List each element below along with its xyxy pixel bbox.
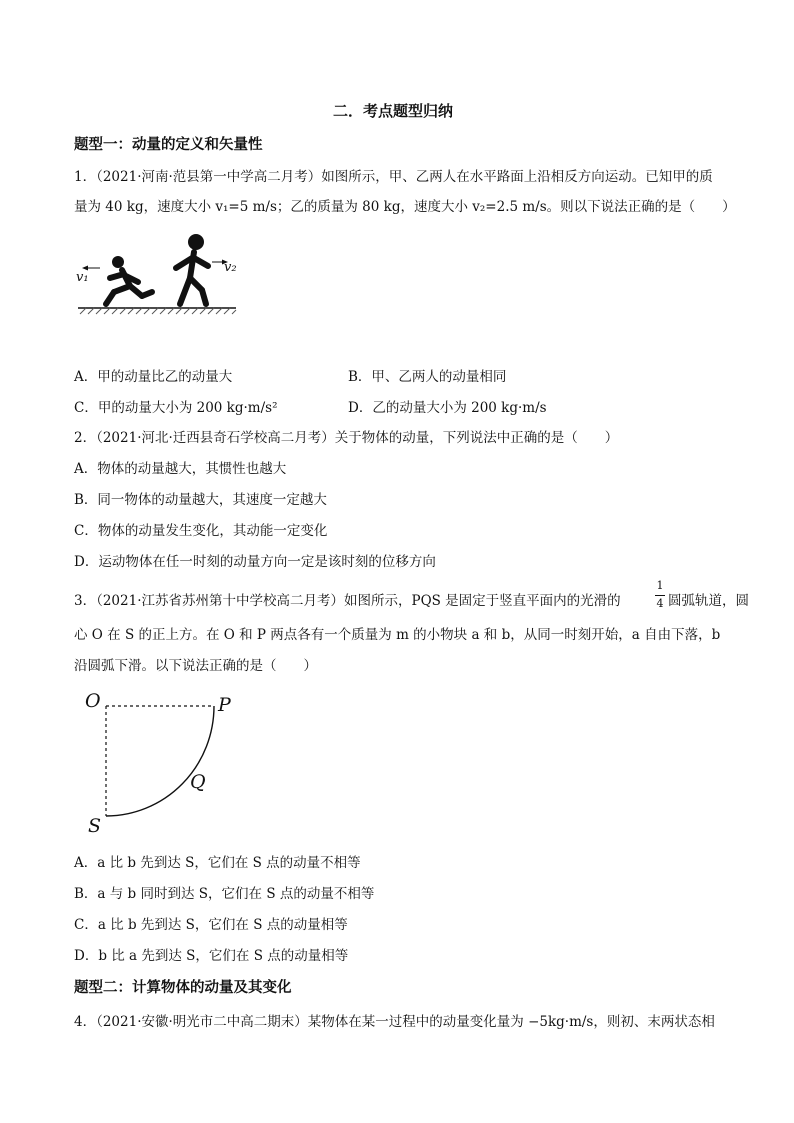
q1-option-a[interactable]: A．甲的动量比乙的动量大 [74,369,233,385]
running-people-figure [70,228,245,320]
type1-heading: 题型一：动量的定义和矢量性 [74,137,263,153]
q1-option-c[interactable]: C．甲的动量大小为 200 kg·m/s² [74,400,278,416]
q3-line1a: 3．（2021·江苏省苏州第十中学校高二月考）如图所示，PQS 是固定于竖直平面内的光滑的 [74,593,621,609]
quarter-arc-figure [80,690,260,840]
q1-option-b[interactable]: B．甲、乙两人的动量相同 [348,369,507,385]
q3-option-b[interactable]: B．a 与 b 同时到达 S，它们在 S 点的动量不相等 [74,886,375,902]
point-q-label: Q [190,771,206,793]
q1-line2: 量为 40 kg，速度大小 v₁=5 m/s；乙的质量为 80 kg，速度大小 v₂=2.5 m/s。则以下说法正确的是（ ） [74,199,736,215]
type2-heading: 题型二：计算物体的动量及其变化 [74,980,292,996]
v1-label: v₁ [76,270,89,285]
q3-frac-bar [655,595,665,596]
q1-option-d[interactable]: D．乙的动量大小为 200 kg·m/s [348,400,547,416]
person-jia [106,256,152,304]
person-yi [176,234,208,304]
q2-option-b[interactable]: B．同一物体的动量越大，其速度一定越大 [74,492,327,508]
section-title: 二．考点题型归纳 [333,102,454,120]
q2-option-a[interactable]: A．物体的动量越大，其惯性也越大 [74,461,287,477]
q3-option-a[interactable]: A．a 比 b 先到达 S，它们在 S 点的动量不相等 [74,855,361,871]
q3-frac-num: 1 [656,579,664,592]
v2-label: v₂ [224,260,237,275]
point-p-label: P [218,694,231,716]
q3-line1b: 圆弧轨道，圆 [668,593,749,609]
q1-line1: 1．（2021·河南·范县第一中学高二月考）如图所示，甲、乙两人在水平路面上沿相反方向运动。已知甲的质 [74,169,713,185]
q3-line2: 心 O 在 S 的正上方。在 O 和 P 两点各有一个质量为 m 的小物块 a 和 b，从同一时刻开始，a 自由下落，b [74,627,721,643]
q2-option-c[interactable]: C．物体的动量发生变化，其动能一定变化 [74,523,328,539]
q3-option-d[interactable]: D．b 比 a 先到达 S，它们在 S 点的动量相等 [74,948,349,964]
point-o-label: O [85,690,101,712]
point-s-label: S [88,815,102,837]
q2-option-d[interactable]: D．运动物体在任一时刻的动量方向一定是该时刻的位移方向 [74,554,436,570]
q3-frac-den: 4 [656,597,664,610]
q2-stem: 2．（2021·河北·迁西县奇石学校高二月考）关于物体的动量，下列说法中正确的是（ ） [74,430,619,446]
q4-stem: 4．（2021·安徽·明光市二中高二期末）某物体在某一过程中的动量变化量为 −5kg·m/s，则初、末两状态相 [74,1014,715,1030]
q3-option-c[interactable]: C．a 比 b 先到达 S，它们在 S 点的动量相等 [74,917,348,933]
q3-line3: 沿圆弧下滑。以下说法正确的是（ ） [74,658,317,674]
